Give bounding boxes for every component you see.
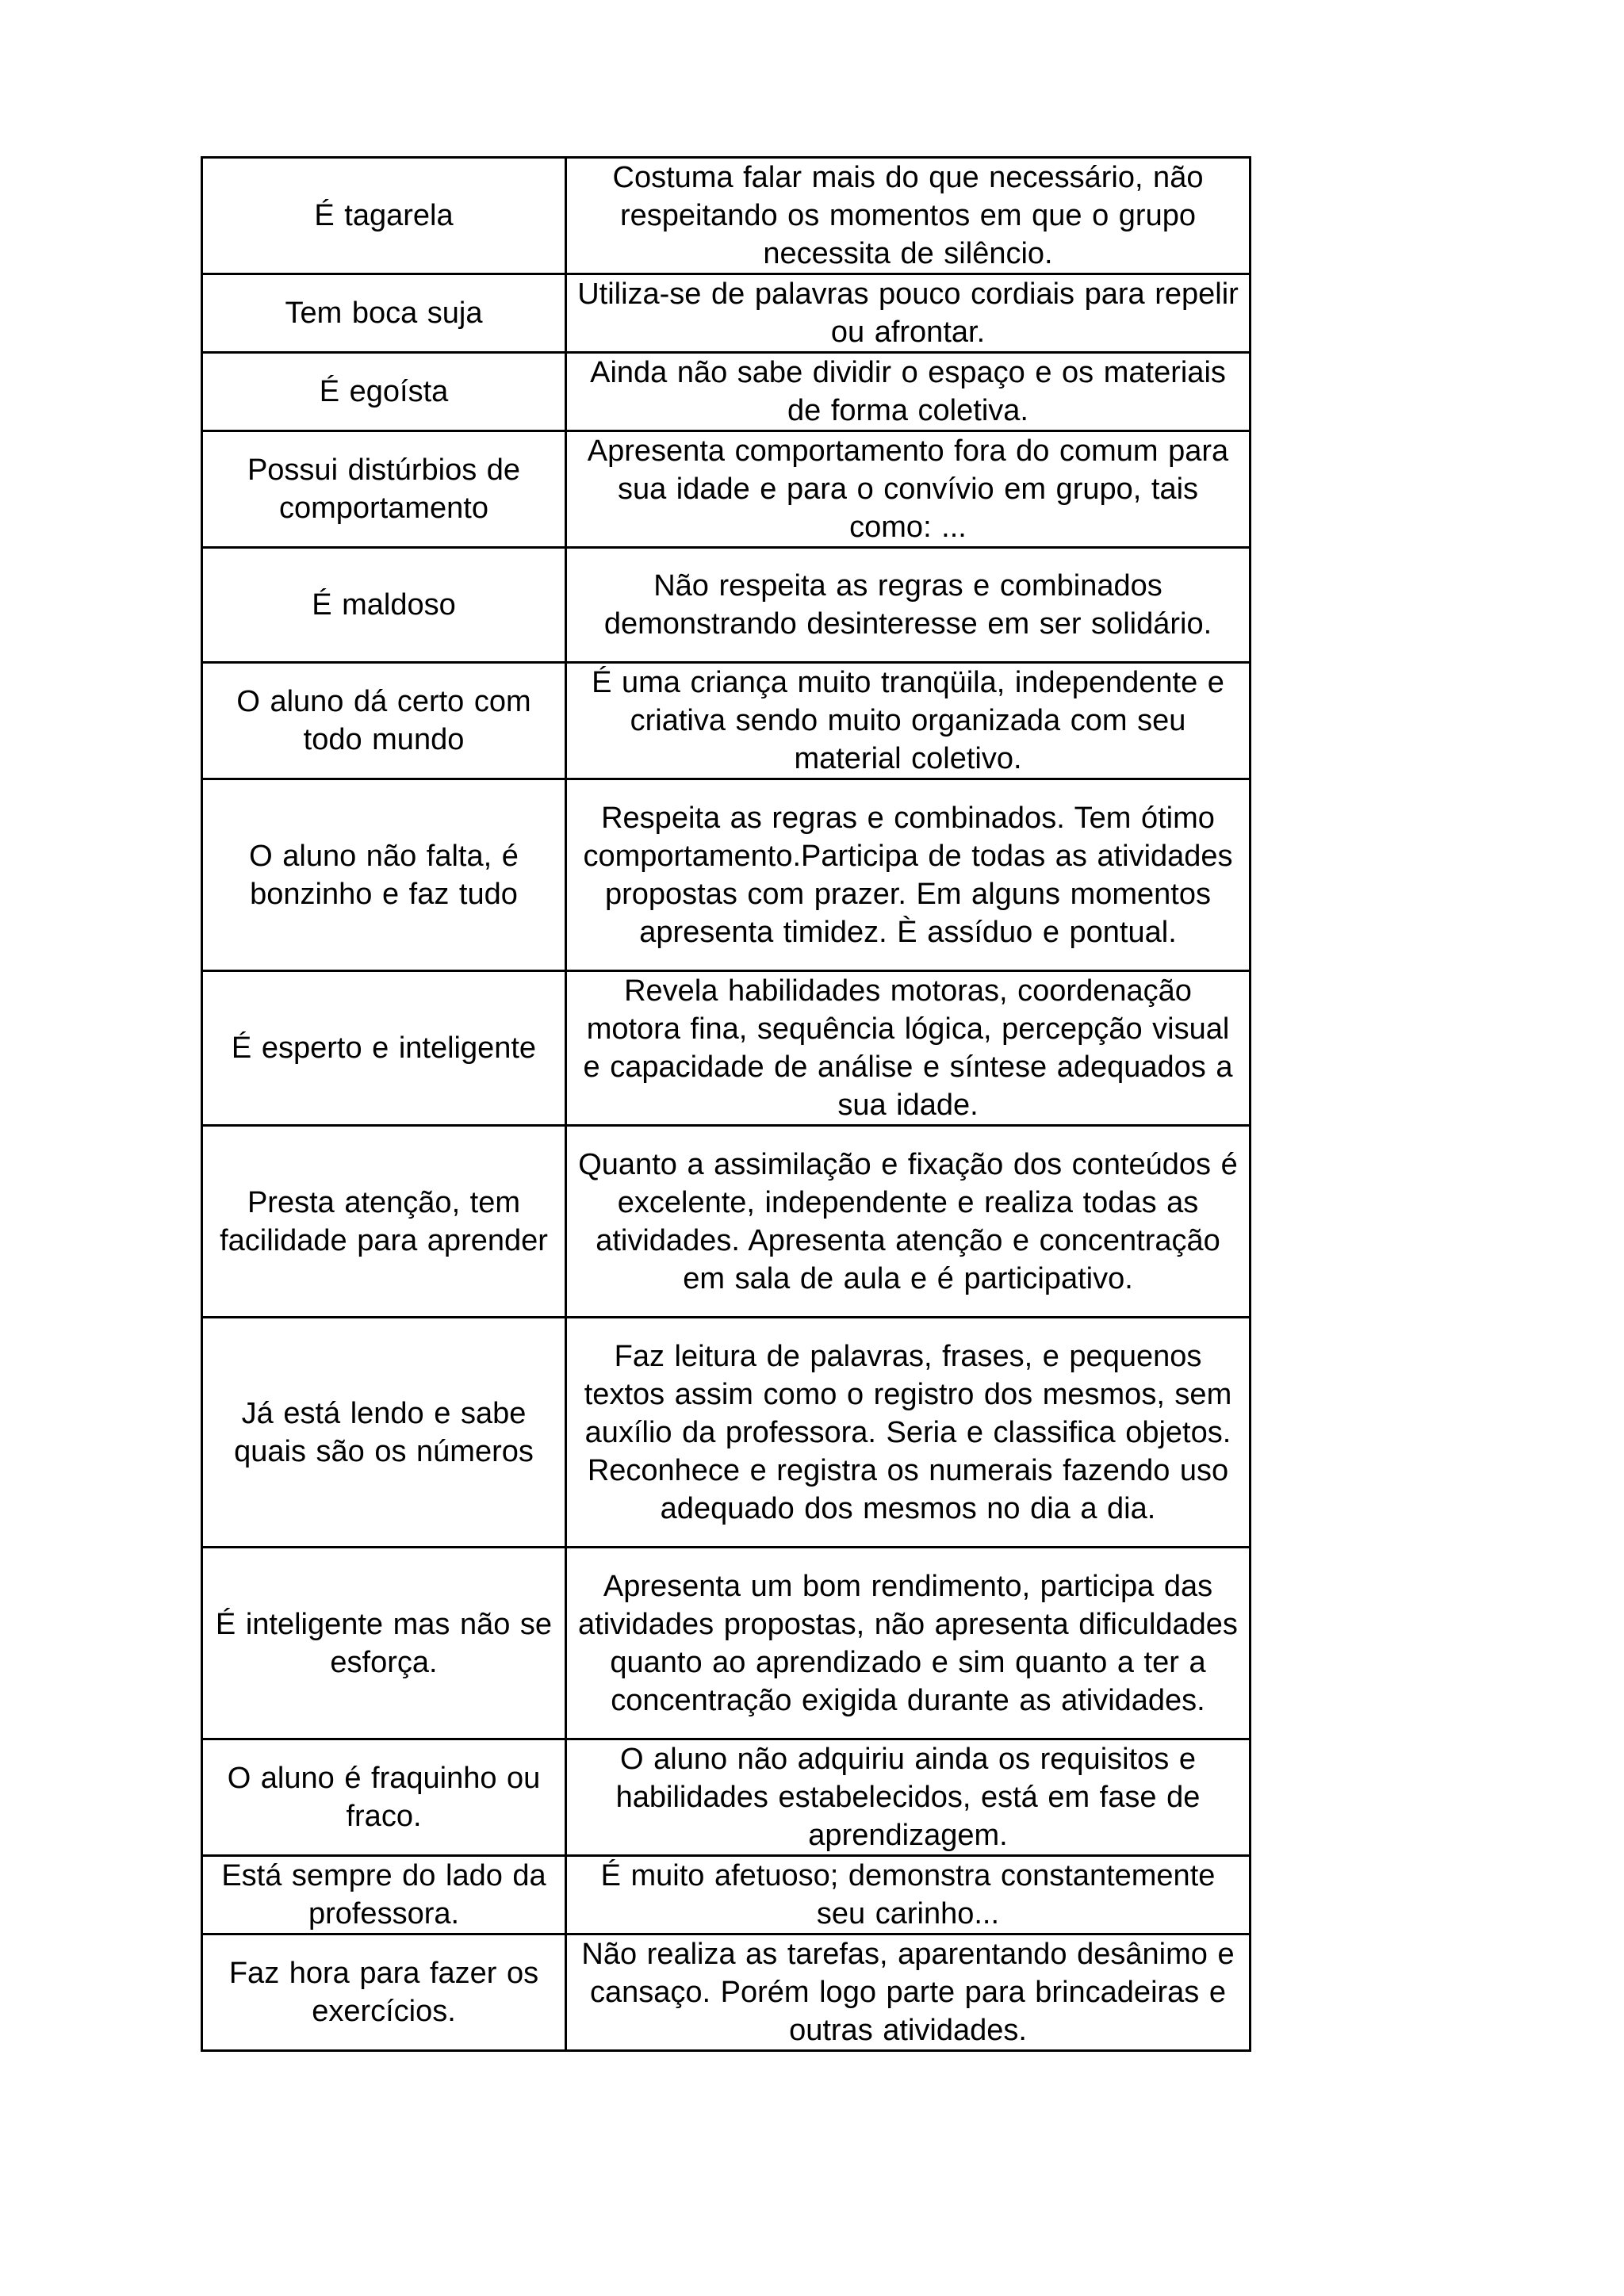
table-row xyxy=(202,971,1251,1126)
description-cell: É muito afetuoso; demonstra constantemente seu carinho... xyxy=(566,1856,1251,1934)
description-cell: Utiliza-se de palavras pouco cordiais para repelir ou afrontar. xyxy=(566,274,1251,353)
table-row xyxy=(202,1739,1251,1856)
description-cell: Não respeita as regras e combinados demonstrando desinteresse em ser solidário. xyxy=(566,548,1251,663)
description-cell: Apresenta um bom rendimento, participa das atividades propostas, não apresenta dificuldades quanto ao aprendizado e sim quanto a ter a concentração exigida durante as atividades. xyxy=(566,1548,1251,1739)
phrase-cell: Faz hora para fazer os exercícios. xyxy=(202,1934,566,2051)
table-row xyxy=(202,1126,1251,1318)
description-cell: Apresenta comportamento fora do comum para sua idade e para o convívio em grupo, tais como: ... xyxy=(566,431,1251,548)
table-row xyxy=(202,1318,1251,1548)
phrase-cell: Já está lendo e sabe quais são os números xyxy=(202,1318,566,1548)
table-row xyxy=(202,158,1251,274)
phrase-cell: O aluno não falta, é bonzinho e faz tudo xyxy=(202,779,566,971)
table-row xyxy=(202,353,1251,431)
phrase-cell: É tagarela xyxy=(202,158,566,274)
table-row xyxy=(202,548,1251,663)
table-row xyxy=(202,274,1251,353)
table-row xyxy=(202,779,1251,971)
phrase-cell: Possui distúrbios de comportamento xyxy=(202,431,566,548)
table-row xyxy=(202,1934,1251,2051)
phrase-cell: O aluno dá certo com todo mundo xyxy=(202,663,566,779)
description-cell: Quanto a assimilação e fixação dos conteúdos é excelente, independente e realiza todas as atividades. Apresenta atenção e concentração em sala de aula e é participativo. xyxy=(566,1126,1251,1318)
phrase-cell: Presta atenção, tem facilidade para aprender xyxy=(202,1126,566,1318)
description-cell: Faz leitura de palavras, frases, e pequenos textos assim como o registro dos mesmos, sem auxílio da professora. Seria e classifica objetos. Reconhece e registra os numerais fazendo uso adequado dos mesmos no dia a dia. xyxy=(566,1318,1251,1548)
description-cell: O aluno não adquiriu ainda os requisitos e habilidades estabelecidos, está em fase de aprendizagem. xyxy=(566,1739,1251,1856)
phrase-cell: É egoísta xyxy=(202,353,566,431)
description-cell: É uma criança muito tranqüila, independente e criativa sendo muito organizada com seu material coletivo. xyxy=(566,663,1251,779)
description-cell: Respeita as regras e combinados. Tem ótimo comportamento.Participa de todas as atividades propostas com prazer. Em alguns momentos apresenta timidez. È assíduo e pontual. xyxy=(566,779,1251,971)
description-cell: Não realiza as tarefas, aparentando desânimo e cansaço. Porém logo parte para brincadeiras e outras atividades. xyxy=(566,1934,1251,2051)
phrase-cell: É inteligente mas não se esforça. xyxy=(202,1548,566,1739)
phrase-cell: É maldoso xyxy=(202,548,566,663)
table-row xyxy=(202,431,1251,548)
phrase-cell: É esperto e inteligente xyxy=(202,971,566,1126)
comparison-table xyxy=(201,156,1251,2052)
description-cell: Ainda não sabe dividir o espaço e os materiais de forma coletiva. xyxy=(566,353,1251,431)
description-cell: Revela habilidades motoras, coordenação motora fina, sequência lógica, percepção visual e capacidade de análise e síntese adequados a sua idade. xyxy=(566,971,1251,1126)
table-row xyxy=(202,1548,1251,1739)
table-row xyxy=(202,663,1251,779)
table-row xyxy=(202,1856,1251,1934)
description-cell: Costuma falar mais do que necessário, não respeitando os momentos em que o grupo necessita de silêncio. xyxy=(566,158,1251,274)
phrase-cell: Está sempre do lado da professora. xyxy=(202,1856,566,1934)
phrase-cell: Tem boca suja xyxy=(202,274,566,353)
phrase-cell: O aluno é fraquinho ou fraco. xyxy=(202,1739,566,1856)
